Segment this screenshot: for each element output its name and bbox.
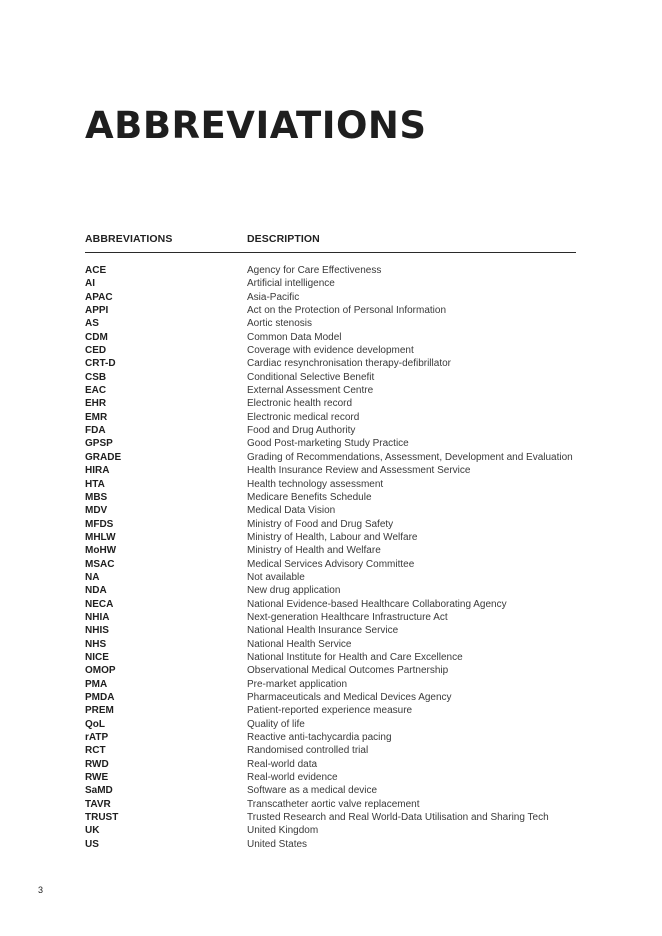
description-cell: Electronic medical record [247,411,360,423]
description-cell: External Assessment Centre [247,385,374,397]
description-cell: Act on the Protection of Personal Information [247,305,446,317]
abbreviation-cell: GRADE [85,451,122,463]
description-cell: Health Insurance Review and Assessment Service [247,465,471,477]
table-row [85,558,576,571]
description-cell: Reactive anti-tachycardia pacing [247,732,392,744]
abbreviation-cell: CDM [85,331,108,343]
abbreviation-cell: NHS [85,638,107,650]
table-row [85,371,576,384]
abbreviation-cell: AS [85,318,99,330]
table-row [85,478,576,491]
description-cell: Not available [247,571,305,583]
column-header-description: DESCRIPTION [247,233,320,245]
table-row [85,424,576,437]
table-row [85,771,576,784]
description-cell: Patient-reported experience measure [247,705,413,717]
description-cell: Real-world data [247,758,318,770]
table-row [85,344,576,357]
description-cell: Artificial intelligence [247,278,335,290]
abbreviation-cell: AI [85,278,95,290]
table-row [85,664,576,677]
table-row [85,397,576,410]
description-cell: Ministry of Health, Labour and Welfare [247,531,418,543]
table-row [85,304,576,317]
description-cell: Food and Drug Authority [247,425,356,437]
table-row [85,624,576,637]
abbreviation-cell: NDA [85,585,107,597]
page-title: ABBREVIATIONS [85,104,427,147]
table-row [85,611,576,624]
description-cell: Medicare Benefits Schedule [247,491,372,503]
description-cell: Medical Services Advisory Committee [247,558,415,570]
abbreviation-cell: NECA [85,598,114,610]
description-cell: Electronic health record [247,398,353,410]
description-cell: Next-generation Healthcare Infrastructure Act [247,611,448,623]
description-cell: Transcatheter aortic valve replacement [247,798,420,810]
abbreviation-cell: APPI [85,305,109,317]
table-header [85,232,576,253]
description-cell: National Institute for Health and Care Excellence [247,651,463,663]
table-row [85,491,576,504]
abbreviation-cell: TAVR [85,798,111,810]
table-row [85,691,576,704]
abbreviation-cell: CED [85,345,107,357]
abbreviation-cell: NA [85,571,100,583]
abbreviation-cell: EAC [85,385,107,397]
table-row [85,584,576,597]
description-cell: Trusted Research and Real World-Data Utilisation and Sharing Tech [247,812,549,824]
abbreviation-cell: UK [85,825,100,837]
table-row [85,678,576,691]
abbreviation-cell: MoHW [85,545,117,557]
abbreviation-cell: rATP [85,732,109,744]
description-cell: Real-world evidence [247,772,338,784]
abbreviation-cell: EHR [85,398,107,410]
description-cell: Health technology assessment [247,478,384,490]
description-cell: Cardiac resynchronisation therapy-defibrillator [247,358,451,370]
table-row [85,598,576,611]
abbreviation-cell: PMDA [85,692,115,703]
abbreviation-cell: US [85,838,99,850]
description-cell: Asia-Pacific [247,291,300,303]
table-row [85,451,576,464]
column-header-abbreviations: ABBREVIATIONS [85,233,173,245]
description-cell: Coverage with evidence development [247,345,414,357]
table-row [85,291,576,304]
abbreviation-cell: RWD [85,758,109,770]
table-row [85,638,576,651]
table-row [85,504,576,517]
abbreviation-cell: MBS [85,491,108,503]
abbreviation-cell: MHLW [85,531,116,543]
table-row [85,264,576,277]
table-row [85,531,576,544]
table-row [85,357,576,370]
table-row [85,411,576,424]
abbreviation-cell: PREM [85,705,114,717]
description-cell: National Evidence-based Healthcare Collaborating Agency [247,598,507,610]
abbreviation-cell: TRUST [85,812,119,824]
table-row [85,731,576,744]
description-cell: National Health Service [247,638,352,650]
description-cell: Quality of life [247,718,305,730]
abbreviation-cell: GPSP [85,438,113,450]
table-row [85,437,576,450]
table-row [85,744,576,757]
description-cell: Common Data Model [247,331,342,343]
abbreviation-cell: OMOP [85,665,116,677]
description-cell: Aortic stenosis [247,318,313,330]
abbreviation-cell: HTA [85,478,105,490]
description-cell: Pre-market application [247,678,348,690]
abbreviation-cell: CRT-D [85,358,116,370]
description-cell: Medical Data Vision [247,505,336,517]
table-row [85,798,576,811]
table-row [85,571,576,584]
table-row [85,317,576,330]
abbreviation-cell: CSB [85,371,107,383]
abbreviation-cell: RCT [85,745,106,757]
abbreviation-cell: NICE [85,651,109,663]
table-row [85,824,576,837]
description-cell: National Health Insurance Service [247,625,399,637]
description-cell: Randomised controlled trial [247,745,369,757]
abbreviation-cell: ACE [85,265,107,276]
table-row [85,811,576,824]
description-cell: Conditional Selective Benefit [247,371,375,383]
table-body [85,264,576,851]
abbreviation-cell: SaMD [85,785,113,797]
table-row [85,518,576,531]
abbreviations-table [85,232,576,851]
table-row [85,838,576,851]
abbreviation-cell: NHIA [85,611,110,623]
table-row [85,758,576,771]
abbreviation-cell: NHIS [85,625,109,637]
table-row [85,384,576,397]
table-row [85,704,576,717]
abbreviation-cell: APAC [85,291,113,303]
abbreviation-cell: QoL [85,718,105,730]
abbreviation-cell: RWE [85,772,109,784]
page-number: 3 [38,885,44,895]
abbreviation-cell: FDA [85,425,106,437]
table-row [85,464,576,477]
description-cell: Agency for Care Effectiveness [247,265,382,276]
table-row [85,651,576,664]
abbreviation-cell: PMA [85,678,108,690]
abbreviation-cell: EMR [85,411,108,423]
description-cell: Grading of Recommendations, Assessment, Development and Evaluation [247,451,573,463]
abbreviation-cell: MDV [85,505,108,517]
description-cell: United States [247,838,308,850]
abbreviation-cell: MFDS [85,518,114,530]
description-cell: Good Post-marketing Study Practice [247,438,409,450]
table-row [85,544,576,557]
table-row [85,331,576,344]
table-row [85,784,576,797]
table-row [85,718,576,731]
description-cell: Ministry of Food and Drug Safety [247,518,394,530]
description-cell: New drug application [247,585,341,597]
description-cell: United Kingdom [247,825,319,837]
abbreviation-cell: HIRA [85,465,110,477]
description-cell: Ministry of Health and Welfare [247,545,381,557]
description-cell: Observational Medical Outcomes Partnership [247,665,449,677]
description-cell: Software as a medical device [247,785,378,797]
abbreviation-cell: MSAC [85,558,115,570]
description-cell: Pharmaceuticals and Medical Devices Agency [247,692,452,703]
table-row [85,277,576,290]
